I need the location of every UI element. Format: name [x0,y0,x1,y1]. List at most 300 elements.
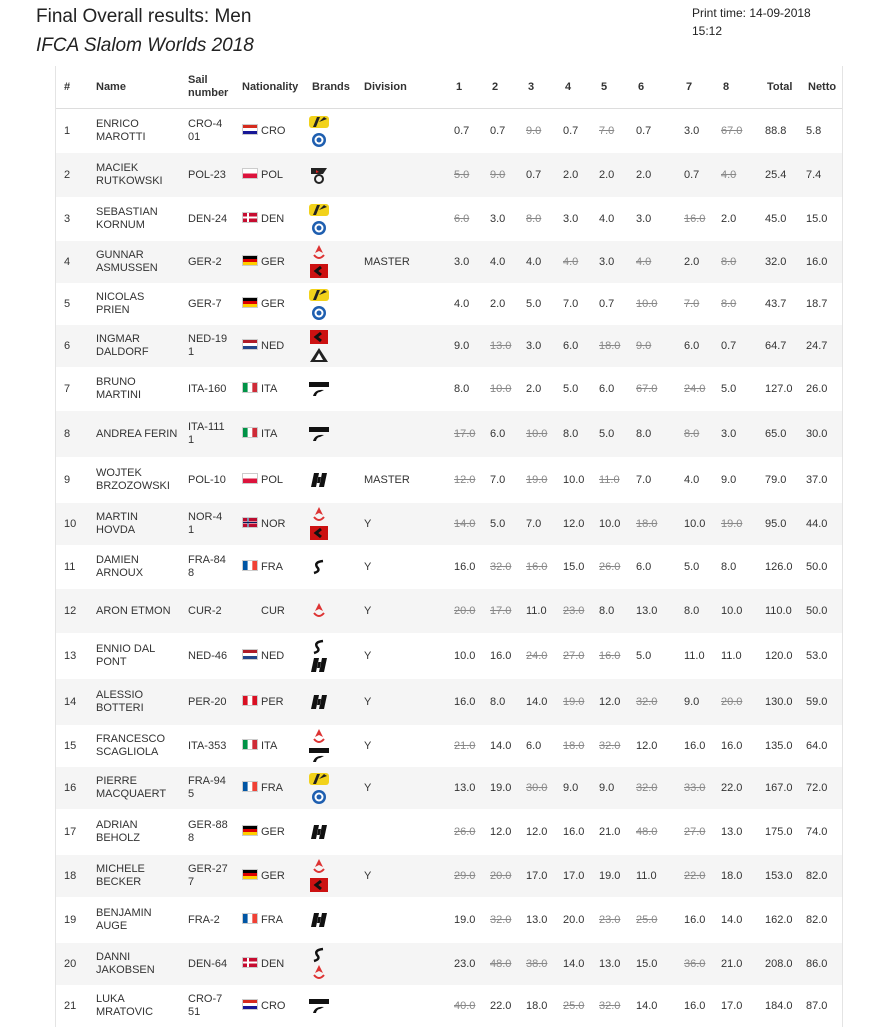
race-3-score: 24.0 [526,649,548,662]
jp-icon [308,770,330,788]
table-header [56,66,842,109]
race-1-score: 19.0 [454,913,476,926]
flag-den-icon [242,957,258,968]
race-8-score: 18.0 [721,869,743,882]
brands-cell [304,997,356,1015]
nationality-code: FRA [261,782,283,794]
total-cell: 45.0 [765,212,787,225]
nationality-code: CRO [261,1000,286,1012]
rank-cell: 10 [64,517,77,530]
total-cell: 167.0 [765,781,793,794]
race-4-score: 5.0 [563,382,579,395]
race-4-score: 14.0 [563,957,585,970]
race-3-score: 6.0 [526,739,542,752]
table-row [56,855,842,897]
table-row [56,767,842,809]
tabou-icon [308,524,330,542]
race-3-score: 16.0 [526,560,548,573]
race-6-score: 15.0 [636,957,658,970]
sail-number-cell: POL-10 [188,473,226,486]
race-5-score: 0.7 [599,297,615,310]
race-4-score: 6.0 [563,339,579,352]
total-cell: 25.4 [765,168,787,181]
table-row [56,809,842,855]
results-table [55,66,843,1027]
name-cell[interactable]: ALESSIO BOTTERI [96,689,144,714]
race-7-score: 5.0 [684,560,700,573]
sail-number-cell: GER-277 [188,863,228,888]
sail-number-cell: FRA-945 [188,775,226,800]
brands-cell [304,506,356,542]
race-8-score: 8.0 [721,297,737,310]
nationality-code: NED [261,340,285,352]
netto-cell: 87.0 [806,999,828,1012]
rank-cell: 8 [64,427,71,440]
race-4-score: 17.0 [563,869,585,882]
race-6-score: 18.0 [636,517,658,530]
starboard-icon [308,380,330,398]
total-cell: 135.0 [765,739,793,752]
race-1-score: 26.0 [454,825,476,838]
column-header[interactable]: Sail number [188,74,229,99]
total-cell: 126.0 [765,560,793,573]
total-cell: 95.0 [765,517,787,530]
sail-number-cell: CRO-751 [188,993,223,1018]
race-1-score: 16.0 [454,560,476,573]
race-6-score: 11.0 [636,869,657,882]
rank-cell: 1 [64,124,71,137]
flag-per-icon [242,695,258,706]
race-1-score: 13.0 [454,781,476,794]
nationality-cell [234,869,304,883]
race-8-score: 14.0 [721,913,743,926]
netto-cell: 53.0 [806,649,828,662]
total-cell: 79.0 [765,473,787,486]
nationality-code: CUR [261,605,285,617]
race-4-score: 19.0 [563,695,585,708]
netto-cell: 5.8 [806,124,822,137]
column-header[interactable]: 2 [492,80,499,93]
column-header[interactable]: 6 [638,80,645,93]
nationality-cell [234,999,304,1013]
race-7-score: 33.0 [684,781,706,794]
brands-cell [304,693,356,711]
race-1-score: 0.7 [454,124,470,137]
flag-ger-icon [242,869,258,880]
nationality-code: CRO [261,125,286,137]
race-7-score: 2.0 [684,255,700,268]
column-header[interactable]: # [64,80,71,93]
table-row [56,985,842,1027]
name-cell[interactable]: INGMAR DALDORF [96,333,149,358]
netto-cell: 18.7 [806,297,828,310]
flag-den-icon [242,212,258,223]
race-4-score: 27.0 [563,649,585,662]
race-4-score: 12.0 [563,517,585,530]
race-2-score: 16.0 [490,649,512,662]
brands-cell [304,471,356,489]
race-1-score: 23.0 [454,957,476,970]
race-2-score: 10.0 [490,382,512,395]
sail-number-cell: GER-888 [188,819,228,844]
rank-cell: 9 [64,473,71,486]
name-cell[interactable]: GUNNAR ASMUSSEN [96,249,158,274]
table-row [56,283,842,325]
total-cell: 184.0 [765,999,793,1012]
name-cell[interactable]: BRUNO MARTINI [96,376,142,401]
brands-cell [304,946,356,982]
brands-cell [304,244,356,280]
race-1-score: 5.0 [454,168,470,181]
name-cell[interactable]: DAMIEN ARNOUX [96,554,144,579]
race-5-score: 32.0 [599,999,621,1012]
race-1-score: 29.0 [454,869,476,882]
netto-cell: 16.0 [806,255,828,268]
race-4-score: 20.0 [563,913,585,926]
table-row [56,589,842,633]
race-4-score: 16.0 [563,825,585,838]
starboard-icon [308,746,330,764]
netto-cell: 50.0 [806,604,828,617]
flag-ger-icon [242,297,258,308]
brands-cell [304,328,356,364]
nationality-code: GER [261,870,285,882]
netto-cell: 86.0 [806,957,828,970]
race-1-score: 14.0 [454,517,476,530]
column-header[interactable]: Nationality [242,80,299,93]
race-2-score: 14.0 [490,739,512,752]
race-3-score: 14.0 [526,695,548,708]
ga-icon [308,346,330,364]
netto-cell: 15.0 [806,212,828,225]
race-2-score: 22.0 [490,999,512,1012]
name-cell[interactable]: FRANCESCO SCAGLIOLA [96,733,166,758]
race-5-score: 4.0 [599,212,615,225]
race-8-score: 19.0 [721,517,743,530]
race-6-score: 32.0 [636,695,658,708]
race-7-score: 8.0 [684,604,700,617]
race-1-score: 40.0 [454,999,476,1012]
race-7-score: 16.0 [684,739,706,752]
nationality-cell [234,297,304,311]
race-8-score: 3.0 [721,427,737,440]
name-cell[interactable]: DANNI JAKOBSEN [96,951,155,976]
rank-cell: 17 [64,825,77,838]
race-5-score: 23.0 [599,913,621,926]
nationality-cell [234,957,304,971]
flag-ita-icon [242,739,258,750]
flag-ned-icon [242,339,258,350]
race-4-score: 2.0 [563,168,579,181]
division-cell: Y [364,649,372,662]
race-5-score: 11.0 [599,473,620,486]
flag-fra-icon [242,560,258,571]
flag-fra-icon [242,781,258,792]
sail-number-cell: ITA-1111 [188,421,225,446]
brands-cell [304,380,356,398]
name-cell[interactable]: ARON ETMON [96,604,171,617]
race-8-score: 4.0 [721,168,737,181]
nationality-cell [234,427,304,441]
brands-cell [304,911,356,929]
nationality-code: ITA [261,428,278,440]
race-5-score: 12.0 [599,695,621,708]
race-3-score: 17.0 [526,869,548,882]
rank-cell: 20 [64,957,77,970]
sail-number-cell: DEN-24 [188,212,228,225]
race-8-score: 20.0 [721,695,743,708]
race-2-score: 48.0 [490,957,512,970]
table-row [56,503,842,545]
name-cell[interactable]: ANDREA FERIN [96,427,178,440]
severne-icon [308,946,330,964]
name-cell[interactable]: BENJAMIN AUGE [96,907,152,932]
race-7-score: 16.0 [684,913,706,926]
race-1-score: 9.0 [454,339,470,352]
column-header[interactable]: 7 [686,80,693,93]
table-row [56,679,842,725]
column-header[interactable]: 3 [528,80,535,93]
tabou-icon [308,328,330,346]
race-4-score: 25.0 [563,999,585,1012]
race-3-score: 3.0 [526,339,542,352]
brands-cell [304,602,356,620]
column-header[interactable]: 1 [456,80,463,93]
name-cell[interactable]: LUKA MRATOVIC [96,993,154,1018]
nationality-code: POL [261,169,284,181]
nationality-cell [234,604,304,618]
race-5-score: 6.0 [599,382,615,395]
race-6-score: 67.0 [636,382,658,395]
column-header[interactable]: Division [364,80,407,93]
gaastra-icon [308,728,330,746]
race-5-score: 19.0 [599,869,621,882]
table-row [56,153,842,197]
brands-cell [304,286,356,322]
nationality-code: POL [261,474,284,486]
race-2-score: 32.0 [490,560,512,573]
race-7-score: 6.0 [684,339,700,352]
race-1-score: 17.0 [454,427,476,440]
race-8-score: 8.0 [721,560,737,573]
flag-cro-icon [242,999,258,1010]
table-row [56,411,842,457]
column-header[interactable]: 8 [723,80,730,93]
race-5-score: 8.0 [599,604,615,617]
results-title: Final Overall results: Men [36,6,252,27]
sail-number-cell: FRA-848 [188,554,226,579]
starboard-icon [308,425,330,443]
total-cell: 120.0 [765,649,793,662]
race-8-score: 16.0 [721,739,743,752]
race-6-score: 3.0 [636,212,652,225]
brands-cell [304,558,356,576]
name-cell[interactable]: ENRICO MAROTTI [96,118,146,143]
nationality-cell [234,473,304,487]
race-7-score: 8.0 [684,427,700,440]
race-8-score: 17.0 [721,999,743,1012]
nationality-cell [234,825,304,839]
division-cell: Y [364,695,372,708]
race-7-score: 36.0 [684,957,706,970]
total-cell: 127.0 [765,382,793,395]
table-row [56,241,842,283]
race-4-score: 23.0 [563,604,585,617]
name-cell[interactable]: WOJTEK BRZOZOWSKI [96,467,170,492]
netto-cell: 26.0 [806,382,828,395]
total-cell: 43.7 [765,297,787,310]
tabou-icon [308,876,330,894]
nationality-code: ITA [261,740,278,752]
race-1-score: 4.0 [454,297,470,310]
race-5-score: 2.0 [599,168,615,181]
nationality-cell [234,649,304,663]
race-3-score: 19.0 [526,473,548,486]
netto-cell: 64.0 [806,739,828,752]
neil-icon [308,304,330,322]
race-5-score: 3.0 [599,255,615,268]
total-cell: 88.8 [765,124,787,137]
race-1-score: 3.0 [454,255,470,268]
race-4-score: 8.0 [563,427,579,440]
netto-cell: 59.0 [806,695,828,708]
sail-number-cell: NED-191 [188,333,228,358]
race-3-score: 11.0 [526,604,547,617]
race-6-score: 32.0 [636,781,658,794]
nationality-code: PER [261,696,284,708]
table-row [56,897,842,943]
nationality-cell [234,255,304,269]
race-3-score: 7.0 [526,517,542,530]
race-5-score: 9.0 [599,781,615,794]
division-cell: Y [364,560,372,573]
race-3-score: 0.7 [526,168,542,181]
race-3-score: 38.0 [526,957,548,970]
nationality-code: DEN [261,958,285,970]
column-header[interactable]: Brands [312,80,350,93]
gaastra-icon [308,244,330,262]
netto-cell: 50.0 [806,560,828,573]
table-row [56,457,842,503]
name-cell[interactable]: MACIEK RUTKOWSKI [96,162,163,187]
race-7-score: 22.0 [684,869,706,882]
column-header[interactable]: Netto [808,80,837,93]
flag-cro-icon [242,124,258,135]
race-6-score: 0.7 [636,124,652,137]
race-4-score: 9.0 [563,781,579,794]
race-3-score: 10.0 [526,427,548,440]
column-header[interactable]: 5 [601,80,608,93]
np-icon [308,656,330,674]
race-7-score: 3.0 [684,124,700,137]
nationality-cell [234,560,304,574]
sail-number-cell: GER-7 [188,297,222,310]
name-cell[interactable]: NICOLAS PRIEN [96,291,145,316]
flag-pol-icon [242,473,258,484]
nationality-code: FRA [261,914,283,926]
column-header[interactable]: 4 [565,80,572,93]
nationality-cell [234,781,304,795]
race-7-score: 27.0 [684,825,706,838]
race-3-score: 12.0 [526,825,548,838]
race-7-score: 7.0 [684,297,700,310]
name-cell[interactable]: ADRIAN BEHOLZ [96,819,141,844]
np-icon [308,471,330,489]
flag-ger-icon [242,255,258,266]
netto-cell: 24.7 [806,339,828,352]
rank-cell: 14 [64,695,77,708]
race-5-score: 16.0 [599,649,621,662]
table-row [56,633,842,679]
flag-fra-icon [242,913,258,924]
name-cell[interactable]: PIERRE MACQUAERT [96,775,167,800]
race-2-score: 2.0 [490,297,506,310]
division-cell: MASTER [364,473,410,486]
race-2-score: 4.0 [490,255,506,268]
rank-cell: 5 [64,297,71,310]
total-cell: 175.0 [765,825,793,838]
race-1-score: 8.0 [454,382,470,395]
rank-cell: 18 [64,869,77,882]
race-3-score: 18.0 [526,999,548,1012]
name-cell[interactable]: MICHELE BECKER [96,863,145,888]
race-5-score: 5.0 [599,427,615,440]
sail-number-cell: FRA-2 [188,913,220,926]
race-7-score: 11.0 [684,649,705,662]
column-header[interactable]: Name [96,80,126,93]
race-3-score: 30.0 [526,781,548,794]
brands-cell [304,201,356,237]
race-1-score: 20.0 [454,604,476,617]
race-6-score: 2.0 [636,168,652,181]
jp-icon [308,113,330,131]
netto-cell: 72.0 [806,781,828,794]
sail-number-cell: POL-23 [188,168,226,181]
table-row [56,109,842,153]
name-cell[interactable]: MARTIN HOVDA [96,511,138,536]
race-6-score: 8.0 [636,427,652,440]
sail-number-cell: CRO-401 [188,118,223,143]
race-6-score: 12.0 [636,739,658,752]
nationality-cell [234,168,304,182]
race-2-score: 9.0 [490,168,506,181]
nationality-code: ITA [261,383,278,395]
brands-cell [304,728,356,764]
race-2-score: 8.0 [490,695,506,708]
race-4-score: 4.0 [563,255,579,268]
nationality-code: DEN [261,213,285,225]
name-cell[interactable]: ENNIO DAL PONT [96,643,155,668]
tabou-icon [308,262,330,280]
race-3-score: 2.0 [526,382,542,395]
flag-nor-icon [242,517,258,528]
rank-cell: 3 [64,212,71,225]
name-cell[interactable]: SEBASTIAN KORNUM [96,206,158,231]
table-row [56,545,842,589]
race-6-score: 10.0 [636,297,658,310]
nationality-cell [234,913,304,927]
brands-cell [304,823,356,841]
race-2-score: 12.0 [490,825,512,838]
race-2-score: 3.0 [490,212,506,225]
flag-ned-icon [242,649,258,660]
race-5-score: 13.0 [599,957,621,970]
column-header[interactable]: Total [767,80,793,93]
race-5-score: 10.0 [599,517,621,530]
race-1-score: 6.0 [454,212,470,225]
netto-cell: 7.4 [806,168,822,181]
race-7-score: 16.0 [684,999,706,1012]
